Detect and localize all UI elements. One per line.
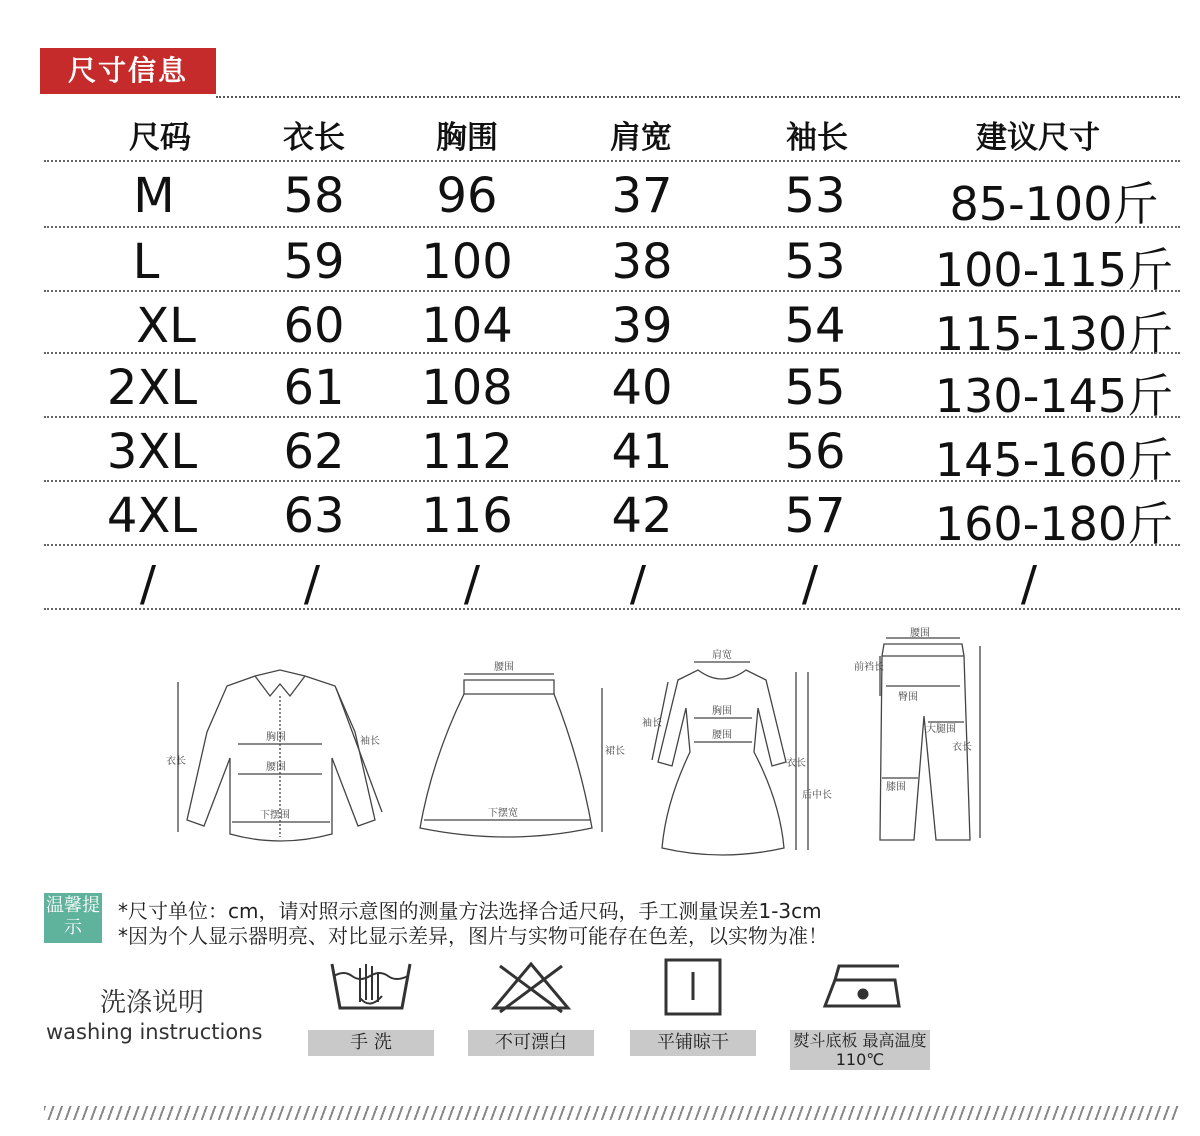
cell-sleeve: 55 [784, 360, 846, 416]
cell-length: / [303, 556, 321, 612]
pants-outline-icon [852, 626, 992, 848]
header-size: 尺码 [129, 120, 191, 156]
section-title: 尺寸信息 [40, 48, 216, 94]
cell-recommend: 160-180斤 [934, 497, 1174, 551]
washing-subtitle: washing instructions [46, 1020, 263, 1044]
cell-chest: 96 [436, 168, 498, 224]
header-recommend: 建议尺寸 [976, 120, 1100, 156]
cell-recommend: 115-130斤 [934, 307, 1174, 361]
dress-chest-label: 胸围 [712, 706, 732, 717]
row-divider [44, 352, 1180, 354]
tip-line: *尺寸单位：cm，请对照示意图的测量方法选择合适尺码，手工测量误差1-3cm [118, 899, 822, 923]
cell-shoulder: / [629, 556, 647, 612]
row-divider [44, 416, 1180, 418]
care-label: 手 洗 [308, 1030, 434, 1056]
dress-waist-label: 腰围 [712, 730, 732, 741]
skirt-diagram [412, 650, 625, 850]
flat-dry-icon [648, 958, 738, 1014]
dress-back-label: 后中长 [802, 790, 832, 801]
shirt-waist-label: 腰围 [266, 762, 286, 773]
table-header [44, 100, 1180, 160]
shirt-chest-label: 胸围 [266, 732, 286, 743]
dress-diagram [640, 642, 830, 857]
cell-recommend: 145-160斤 [934, 433, 1174, 487]
cell-size: L [132, 234, 160, 290]
cell-shoulder: 42 [611, 488, 673, 544]
title-divider [216, 96, 1180, 98]
cell-sleeve: 57 [784, 488, 846, 544]
pants-thigh-label: 大腿围 [926, 724, 956, 735]
header-chest: 胸围 [436, 120, 498, 156]
bottom-divider [44, 1106, 1180, 1120]
tips-badge: 温馨提示 [44, 893, 102, 943]
pants-length-label: 衣长 [952, 742, 972, 753]
washing-title: 洗涤说明 [100, 988, 205, 1018]
row-divider [44, 480, 1180, 482]
cell-length: 61 [283, 360, 345, 416]
dress-shoulder-label: 肩宽 [712, 650, 732, 661]
shirt-outline-icon [160, 662, 400, 852]
care-item-flat-dry [630, 958, 756, 1056]
row-divider [44, 608, 1180, 610]
pants-waist-label: 腰围 [910, 628, 930, 639]
shirt-length-label: 衣长 [166, 756, 186, 767]
skirt-waist-label: 腰围 [494, 662, 514, 673]
row-divider [44, 160, 1180, 162]
cell-length: 62 [283, 424, 345, 480]
row-divider [44, 544, 1180, 546]
cell-shoulder: 38 [611, 234, 673, 290]
pants-rise-label: 前裆长 [854, 662, 884, 673]
care-label: 熨斗底板 最高温度110℃ [790, 1030, 930, 1070]
care-label: 平铺晾干 [630, 1030, 756, 1056]
cell-size: 2XL [106, 360, 198, 416]
skirt-hem-label: 下摆宽 [488, 808, 518, 819]
tip-line: *因为个人显示器明亮、对比显示差异，图片与实物可能存在色差，以实物为准！ [118, 924, 828, 948]
cell-recommend: 85-100斤 [949, 177, 1159, 231]
skirt-length-label: 裙长 [605, 746, 625, 757]
cell-size: XL [136, 298, 196, 354]
cell-sleeve: / [801, 556, 819, 612]
cell-sleeve: 54 [784, 298, 846, 354]
pants-hip-label: 臀围 [898, 692, 918, 703]
cell-chest: 104 [421, 298, 513, 354]
hand-wash-icon [326, 958, 416, 1014]
cell-length: 58 [283, 168, 345, 224]
iron-icon [815, 958, 905, 1014]
cell-size: M [133, 168, 175, 224]
dress-outline-icon [640, 642, 830, 857]
skirt-outline-icon [412, 650, 625, 850]
care-item-no-bleach [468, 958, 594, 1056]
cell-shoulder: 37 [611, 168, 673, 224]
cell-sleeve: 53 [784, 234, 846, 290]
header-shoulder: 肩宽 [610, 120, 672, 156]
shirt-sleeve-label: 袖长 [360, 736, 380, 747]
care-label: 不可漂白 [468, 1030, 594, 1056]
cell-length: 59 [283, 234, 345, 290]
dress-sleeve-label: 袖长 [642, 718, 662, 729]
cell-chest: 112 [421, 424, 513, 480]
pants-knee-label: 膝围 [886, 782, 906, 793]
no-bleach-icon [486, 958, 576, 1014]
cell-chest: 116 [421, 488, 513, 544]
cell-size: 3XL [106, 424, 198, 480]
cell-sleeve: 53 [784, 168, 846, 224]
dress-length-label: 衣长 [786, 758, 806, 769]
care-item-iron [790, 958, 930, 1070]
cell-recommend: / [1020, 556, 1038, 612]
cell-chest: 100 [421, 234, 513, 290]
cell-shoulder: 41 [611, 424, 673, 480]
cell-recommend: 100-115斤 [934, 243, 1174, 297]
row-divider [44, 226, 1180, 228]
cell-length: 60 [283, 298, 345, 354]
cell-length: 63 [283, 488, 345, 544]
header-sleeve: 袖长 [786, 120, 848, 156]
shirt-hem-label: 下摆围 [260, 810, 290, 821]
cell-size: 4XL [106, 488, 198, 544]
cell-recommend: 130-145斤 [934, 369, 1174, 423]
header-length: 衣长 [283, 120, 345, 156]
row-divider [44, 290, 1180, 292]
cell-chest: 108 [421, 360, 513, 416]
care-item-hand-wash [308, 958, 434, 1056]
cell-shoulder: 40 [611, 360, 673, 416]
shirt-diagram [160, 662, 400, 852]
pants-diagram [852, 626, 992, 848]
cell-sleeve: 56 [784, 424, 846, 480]
cell-shoulder: 39 [611, 298, 673, 354]
cell-chest: / [463, 556, 481, 612]
cell-size: / [139, 556, 157, 612]
